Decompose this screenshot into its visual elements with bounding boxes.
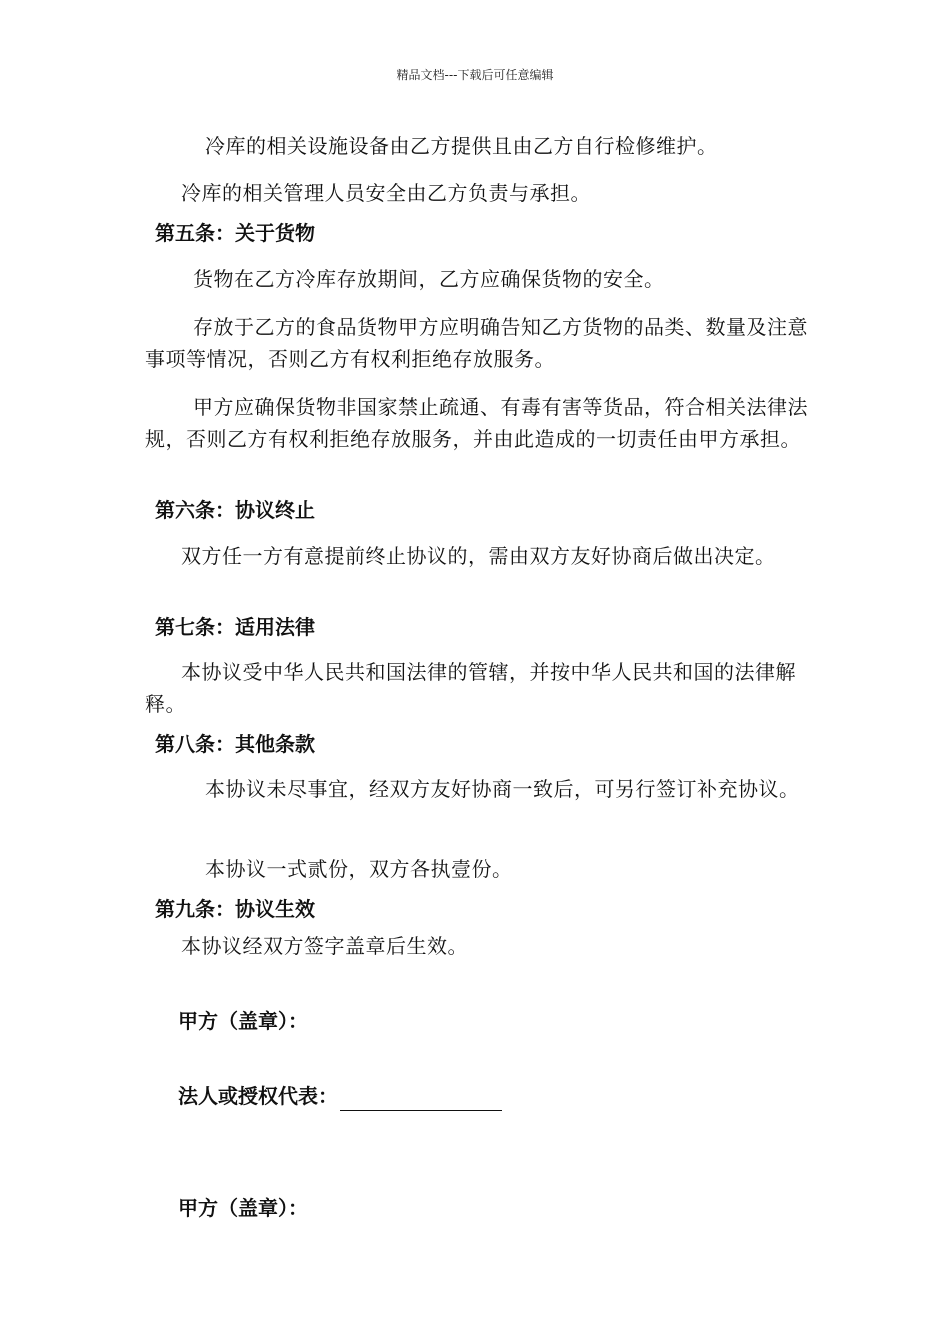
page-header: 精品文档---下载后可任意编辑	[396, 68, 554, 82]
section-heading-7: 第七条：适用法律	[155, 615, 315, 639]
signature-line	[340, 1088, 502, 1111]
paragraph-supplementary: 本协议未尽事宜，经双方友好协商一致后，可另行签订补充协议。	[205, 777, 800, 801]
section-heading-8: 第八条：其他条款	[155, 732, 315, 756]
paragraph-termination: 双方任一方有意提前终止协议的，需由双方友好协商后做出决定。	[181, 544, 776, 568]
paragraph-cold-storage-staff: 冷库的相关管理人员安全由乙方负责与承担。	[181, 181, 591, 205]
legal-rep-label: 法人或授权代表：	[178, 1084, 338, 1108]
paragraph-goods-safety: 货物在乙方冷库存放期间，乙方应确保货物的安全。	[193, 267, 665, 291]
paragraph-effective: 本协议经双方签字盖章后生效。	[181, 934, 468, 958]
party-a-seal-label-2: 甲方（盖章）：	[178, 1196, 308, 1220]
legal-rep-row	[178, 1081, 502, 1111]
paragraph-cold-storage-equipment: 冷库的相关设施设备由乙方提供且由乙方自行检修维护。	[205, 134, 718, 158]
party-a-seal-label: 甲方（盖章）：	[178, 1009, 308, 1033]
paragraph-goods-notice: 存放于乙方的食品货物甲方应明确告知乙方货物的品类、数量及注意事项等情况，否则乙方有权利拒绝存放服务。	[145, 315, 808, 371]
paragraph-copies: 本协议一式贰份，双方各执壹份。	[205, 857, 513, 881]
section-heading-9: 第九条：协议生效	[155, 897, 315, 921]
section-heading-6: 第六条：协议终止	[155, 498, 315, 522]
paragraph-applicable-law: 本协议受中华人民共和国法律的管辖，并按中华人民共和国的法律解释。	[145, 660, 796, 716]
section-heading-5: 第五条：关于货物	[155, 221, 315, 245]
paragraph-goods-compliance: 甲方应确保货物非国家禁止疏通、有毒有害等货品，符合相关法律法规，否则乙方有权利拒绝存放服务，并由此造成的一切责任由甲方承担。	[145, 395, 808, 451]
